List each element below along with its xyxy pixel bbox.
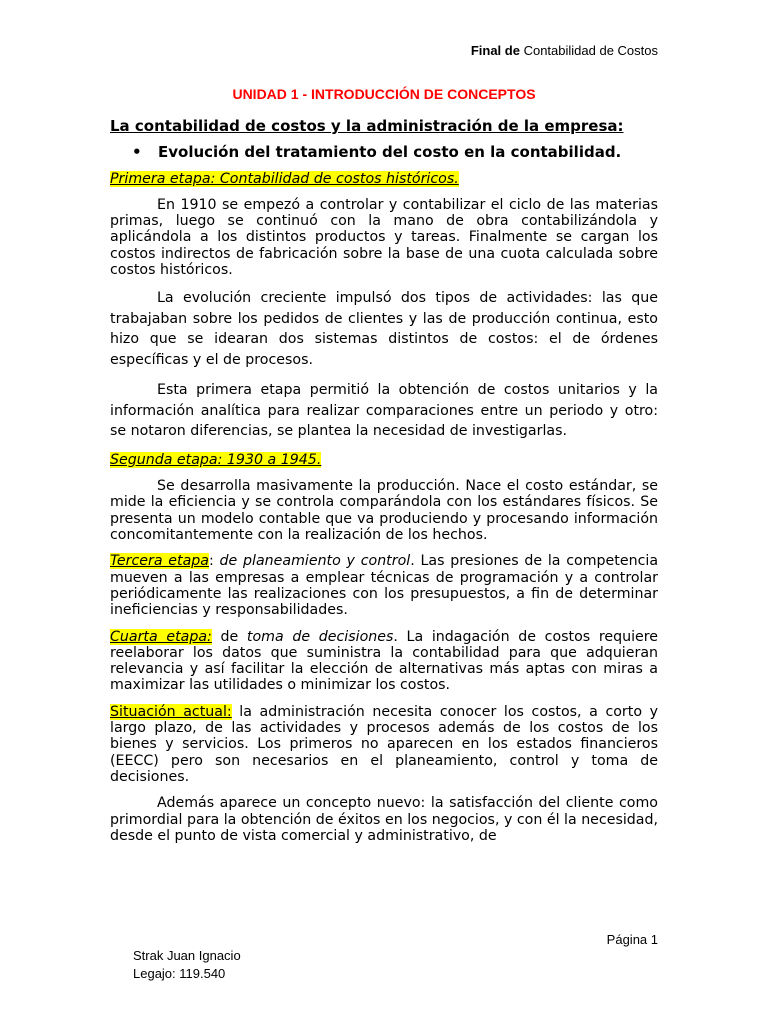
stage3-text: . Las presiones de la competencia mueven a las empresas a emplear técnicas de programación y a controlar periódicamente las realizaciones con los presupuestos, a fin de determinar ineficiencias y responsabilidades. bbox=[110, 553, 659, 619]
header-prefix: Final de bbox=[470, 43, 520, 58]
stage2-title-row bbox=[110, 452, 658, 468]
stage1-title-row bbox=[110, 171, 658, 187]
stage1-title: Primera etapa: Contabilidad de costos históricos. bbox=[110, 170, 459, 187]
stage2-title: Segunda etapa: 1930 a 1945. bbox=[110, 451, 322, 468]
stage1-paragraph-3: Esta primera etapa permitió la obtención de costos unitarios y la información analítica para realizar comparaciones entre un periodo y otro: se notaron diferencias, se plantea la necesidad de investigarlas. bbox=[110, 382, 658, 440]
stage4-subtitle: toma de decisiones bbox=[246, 628, 394, 645]
current-paragraph bbox=[110, 704, 658, 785]
stage3-paragraph bbox=[110, 553, 658, 618]
stage4-pre: de bbox=[211, 628, 247, 645]
current-text: la administración necesita conocer los costos, a corto y largo plazo, de las actividades y procesos además de los costos de los bienes y servicios. Los primeros no aparecen en los estados financieros (EECC) pero son necesarios en el planeamiento, control y toma de decisiones. bbox=[110, 703, 658, 785]
unit-title: UNIDAD 1 - INTRODUCCIÓN DE CONCEPTOS bbox=[232, 86, 536, 102]
stage3-subtitle: de planeamiento y control bbox=[219, 553, 411, 570]
author-legajo: Legajo: 119.540 bbox=[133, 966, 226, 981]
section-title: La contabilidad de costos y la administración de la empresa: bbox=[110, 117, 624, 135]
author-block bbox=[133, 947, 241, 983]
page-header bbox=[471, 43, 658, 58]
bullet-item bbox=[132, 144, 658, 160]
stage1-paragraph-2: La evolución creciente impulsó dos tipos de actividades: las que trabajaban sobre los pedidos de clientes y las de producción continua, esto hizo que se idearan dos sistemas distintos de costos: el de órdenes específicas y el de procesos. bbox=[110, 290, 658, 368]
stage1-paragraph-1: En 1910 se empezó a controlar y contabilizar el ciclo de las materias primas, luego se continuó con la mano de obra contabilizándola y aplicándola a los distintos productos y tareas. Finalmente se cargan los costos indirectos de fabricación sobre la base de una cuota calculada sobre costos históricos. bbox=[110, 196, 658, 279]
document-body bbox=[110, 118, 658, 854]
author-name: Strak Juan Ignacio bbox=[133, 948, 241, 963]
bullet-text: Evolución del tratamiento del costo en la contabilidad. bbox=[158, 143, 622, 162]
stage4-paragraph bbox=[110, 629, 658, 694]
page-number: Página 1 bbox=[606, 932, 658, 947]
stage4-text: . La indagación de costos requiere reelaborar los datos que suministra la contabilidad para que adquieran relevancia y así facilitar la elección de alternativas más aptas con miras a maximizar las utilidades o minimizar los costos. bbox=[110, 628, 658, 694]
stage3-separator: : bbox=[208, 553, 220, 570]
current-label: Situación actual: bbox=[110, 703, 232, 720]
stage2-paragraph: Se desarrolla masivamente la producción. Nace el costo estándar, se mide la eficiencia y se controla comparándola con los estándares físicos. Se presenta un modelo contable que va produciendo y procesando información concomitantemente con la realización de los hechos. bbox=[110, 478, 658, 544]
current-paragraph-2: Además aparece un concepto nuevo: la satisfacción del cliente como primordial para la obtención de éxitos en los negocios, y con él la necesidad, desde el punto de vista comercial y administrativo, de bbox=[110, 795, 658, 844]
header-subject: Contabilidad de Costos bbox=[523, 43, 658, 58]
stage3-label: Tercera etapa bbox=[110, 553, 209, 570]
bullet-icon: • bbox=[132, 143, 142, 162]
stage4-label: Cuarta etapa: bbox=[110, 628, 212, 645]
